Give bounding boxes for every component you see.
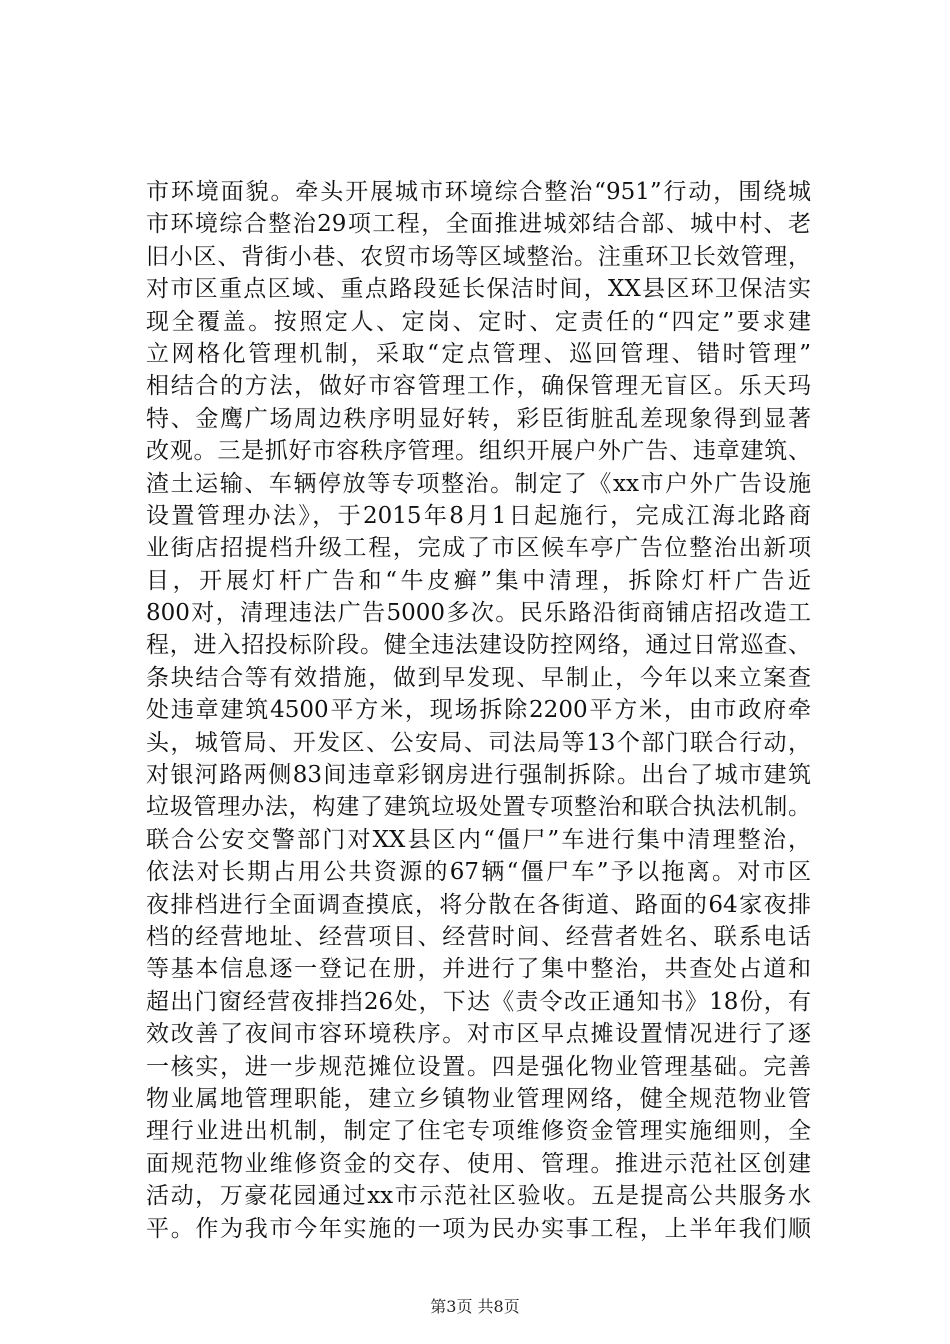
- text-line: 条块结合等有效措施，做到早发现、早制止，今年以来立案查: [146, 664, 811, 691]
- text-line: 800对，清理违法广告5000多次。民乐路沿街商铺店招改造工: [146, 600, 811, 627]
- text-line: 理行业进出机制，制定了住宅专项维修资金管理实施细则，全: [146, 1118, 811, 1145]
- text-line: 超出门窗经营夜排挡26处，下达《责令改正通知书》18份，有: [146, 988, 811, 1015]
- text-line: 垃圾管理办法，构建了建筑垃圾处置专项整治和联合执法机制。: [146, 794, 811, 821]
- text-line: 程，进入招投标阶段。健全违法建设防控网络，通过日常巡查、: [146, 632, 811, 659]
- text-line: 平。作为我市今年实施的一项为民办实事工程，上半年我们顺: [146, 1215, 811, 1242]
- text-line: 头，城管局、开发区、公安局、司法局等13个部门联合行动，: [146, 729, 811, 756]
- text-line: 特、金鹰广场周边秩序明显好转，彩臣街脏乱差现象得到显著: [146, 405, 811, 432]
- text-line: 效改善了夜间市容环境秩序。对市区早点摊设置情况进行了逐: [146, 1021, 811, 1048]
- text-line: 一核实，进一步规范摊位设置。四是强化物业管理基础。完善: [146, 1053, 811, 1080]
- text-line: 立网格化管理机制，采取“定点管理、巡回管理、错时管理”: [146, 340, 811, 367]
- text-line: 夜排档进行全面调查摸底，将分散在各街道、路面的64家夜排: [146, 891, 811, 918]
- text-line: 目，开展灯杆广告和“牛皮癣”集中清理，拆除灯杆广告近: [146, 567, 811, 594]
- text-line: 处违章建筑4500平方米，现场拆除2200平方米，由市政府牵: [146, 697, 811, 724]
- text-line: 活动，万豪花园通过xx市示范社区验收。五是提高公共服务水: [146, 1183, 811, 1210]
- text-line: 渣土运输、车辆停放等专项整治。制定了《xx市户外广告设施: [146, 470, 811, 497]
- text-line: 依法对长期占用公共资源的67辆“僵尸车”予以拖离。对市区: [146, 859, 811, 886]
- text-line: 设置管理办法》，于2015年8月1日起施行，完成江海北路商: [146, 502, 811, 529]
- text-line: 市环境面貌。牵头开展城市环境综合整治“951”行动，围绕城: [146, 179, 811, 205]
- body-paragraph: [146, 176, 811, 1245]
- text-line: 市环境综合整治29项工程，全面推进城郊结合部、城中村、老: [146, 211, 811, 238]
- text-line: 旧小区、背街小巷、农贸市场等区域整治。注重环卫长效管理，: [146, 243, 811, 270]
- text-line: 相结合的方法，做好市容管理工作，确保管理无盲区。乐天玛: [146, 373, 811, 400]
- text-line: 现全覆盖。按照定人、定岗、定时、定责任的“四定”要求建: [146, 308, 811, 335]
- text-line: 物业属地管理职能，建立乡镇物业管理网络，健全规范物业管: [146, 1085, 811, 1112]
- text-line: 业街店招提档升级工程，完成了市区候车亭广告位整治出新项: [146, 535, 811, 562]
- text-line: 对银河路两侧83间违章彩钢房进行强制拆除。出台了城市建筑: [146, 762, 811, 789]
- text-line: 改观。三是抓好市容秩序管理。组织开展户外广告、违章建筑、: [146, 438, 811, 465]
- page-footer: 第3页 共8页: [430, 1297, 520, 1316]
- text-line: 面规范物业维修资金的交存、使用、管理。推进示范社区创建: [146, 1150, 811, 1177]
- text-line: 联合公安交警部门对XX县区内“僵尸”车进行集中清理整治，: [146, 826, 811, 853]
- text-line: 等基本信息逐一登记在册，并进行了集中整治，共查处占道和: [146, 956, 811, 983]
- text-line: 档的经营地址、经营项目、经营时间、经营者姓名、联系电话: [146, 923, 811, 950]
- text-line: 对市区重点区域、重点路段延长保洁时间，XX县区环卫保洁实: [146, 276, 811, 303]
